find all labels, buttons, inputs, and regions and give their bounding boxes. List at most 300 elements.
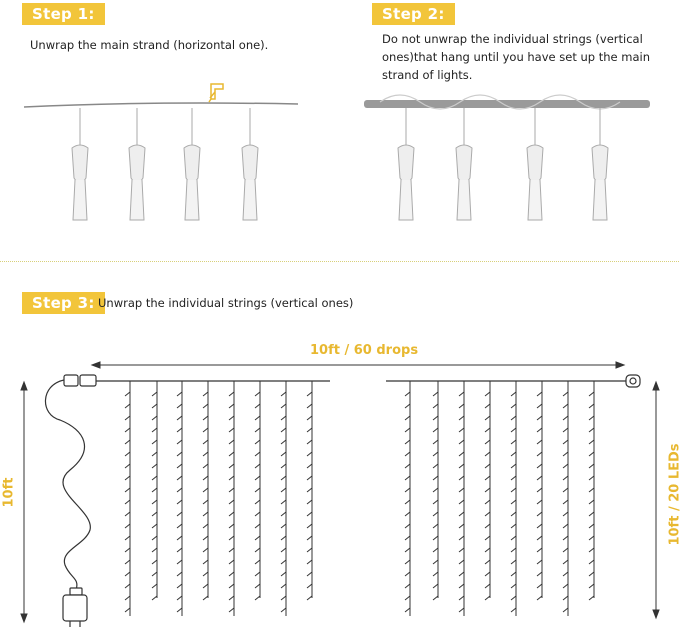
led-bulb: [281, 452, 286, 456]
led-bulb: [405, 584, 410, 588]
plug-adapter-icon: [63, 588, 87, 627]
led-bulb: [563, 428, 568, 432]
led-bulb: [433, 524, 438, 528]
led-bulb: [405, 548, 410, 552]
led-bulb: [511, 500, 516, 504]
led-bulb: [229, 572, 234, 576]
led-bulb: [177, 596, 182, 600]
led-bulb: [307, 452, 312, 456]
led-bulb: [589, 536, 594, 540]
led-bulb: [511, 476, 516, 480]
led-bulb: [563, 392, 568, 396]
led-drops: [125, 381, 594, 616]
led-bulb: [177, 440, 182, 444]
led-bulb: [255, 500, 260, 504]
led-bulb: [459, 512, 464, 516]
led-bulb: [459, 608, 464, 612]
led-bulb: [255, 416, 260, 420]
led-bulb: [203, 584, 208, 588]
led-bulb: [307, 524, 312, 528]
led-bulb: [511, 596, 516, 600]
led-bulb: [485, 476, 490, 480]
led-bulb: [229, 500, 234, 504]
led-bulb: [203, 536, 208, 540]
led-bulb: [511, 548, 516, 552]
step2-main-bar: [364, 95, 650, 109]
led-bulb: [125, 584, 130, 588]
led-bulb: [281, 512, 286, 516]
led-bulb: [125, 428, 130, 432]
led-bulb: [281, 428, 286, 432]
led-bulb: [255, 464, 260, 468]
led-bulb: [281, 560, 286, 564]
led-bulb: [229, 452, 234, 456]
led-bulb: [307, 428, 312, 432]
led-bulb: [511, 572, 516, 576]
led-bulb: [589, 392, 594, 396]
led-bulb: [177, 392, 182, 396]
led-bulb: [485, 500, 490, 504]
led-bulb: [255, 524, 260, 528]
led-bulb: [537, 584, 542, 588]
led-bulb: [125, 488, 130, 492]
led-bulb: [152, 464, 157, 468]
led-bulb: [537, 548, 542, 552]
led-bulb: [307, 404, 312, 408]
led-bulb: [125, 572, 130, 576]
led-bulb: [152, 584, 157, 588]
led-bulb: [125, 536, 130, 540]
led-bulb: [405, 416, 410, 420]
led-bulb: [459, 392, 464, 396]
led-bulb: [563, 488, 568, 492]
led-bulb: [537, 572, 542, 576]
led-bulb: [433, 428, 438, 432]
led-bulb: [281, 584, 286, 588]
led-bulb: [255, 572, 260, 576]
led-bulb: [537, 428, 542, 432]
step2-bundles: [398, 108, 608, 220]
led-bulb: [511, 452, 516, 456]
width-label: 10ft / 60 drops: [310, 343, 419, 358]
led-bulb: [563, 572, 568, 576]
height-left-label: 10ft: [1, 477, 17, 508]
led-bulb: [177, 560, 182, 564]
led-bulb: [125, 464, 130, 468]
led-bulb: [255, 404, 260, 408]
led-bulb: [203, 524, 208, 528]
led-bulb: [405, 572, 410, 576]
led-bulb: [255, 476, 260, 480]
led-bulb: [177, 512, 182, 516]
led-bulb: [125, 548, 130, 552]
led-bulb: [152, 512, 157, 516]
led-bulb: [563, 512, 568, 516]
led-bulb: [281, 476, 286, 480]
led-bulb: [281, 440, 286, 444]
led-bulb: [589, 488, 594, 492]
led-bulb: [281, 608, 286, 612]
led-bulb: [152, 416, 157, 420]
led-bulb: [307, 572, 312, 576]
led-bulb: [203, 560, 208, 564]
led-bulb: [511, 536, 516, 540]
led-bulb: [203, 512, 208, 516]
led-bulb: [229, 464, 234, 468]
led-bulb: [203, 476, 208, 480]
led-bulb: [511, 428, 516, 432]
led-bulb: [177, 608, 182, 612]
led-bulb: [563, 548, 568, 552]
led-bulb: [307, 536, 312, 540]
led-bulb: [537, 452, 542, 456]
led-bulb: [203, 548, 208, 552]
led-bulb: [255, 548, 260, 552]
led-bulb: [459, 536, 464, 540]
led-bulb: [563, 404, 568, 408]
led-bulb: [537, 392, 542, 396]
led-bulb: [307, 464, 312, 468]
right-height-arrow: [653, 382, 659, 618]
step1-main-strand: [24, 103, 298, 107]
led-bulb: [307, 512, 312, 516]
led-bulb: [229, 524, 234, 528]
led-bulb: [433, 560, 438, 564]
led-bulb: [177, 428, 182, 432]
led-bulb: [589, 440, 594, 444]
led-bulb: [589, 584, 594, 588]
led-bulb: [537, 440, 542, 444]
led-bulb: [229, 512, 234, 516]
led-bulb: [511, 512, 516, 516]
led-bulb: [563, 452, 568, 456]
led-bulb: [459, 428, 464, 432]
led-bulb: [589, 560, 594, 564]
led-bulb: [563, 536, 568, 540]
end-cap-icon: [626, 375, 640, 387]
led-bulb: [177, 476, 182, 480]
led-bulb: [511, 584, 516, 588]
led-bulb: [537, 560, 542, 564]
led-bulb: [125, 392, 130, 396]
led-bulb: [281, 404, 286, 408]
led-bulb: [152, 488, 157, 492]
led-bulb: [537, 536, 542, 540]
led-bulb: [203, 500, 208, 504]
led-bulb: [589, 452, 594, 456]
led-bulb: [255, 560, 260, 564]
led-bulb: [485, 392, 490, 396]
led-bulb: [537, 416, 542, 420]
led-bulb: [459, 416, 464, 420]
led-bulb: [589, 428, 594, 432]
led-bulb: [433, 452, 438, 456]
led-bulb: [511, 404, 516, 408]
led-bulb: [203, 452, 208, 456]
led-bulb: [152, 428, 157, 432]
led-bulb: [563, 560, 568, 564]
led-bulb: [563, 608, 568, 612]
led-bulb: [405, 524, 410, 528]
lead-wire: [45, 380, 90, 590]
led-bulb: [511, 392, 516, 396]
led-bulb: [229, 476, 234, 480]
led-bulb: [459, 464, 464, 468]
led-bulb: [125, 476, 130, 480]
led-bulb: [563, 524, 568, 528]
led-bulb: [485, 404, 490, 408]
led-bulb: [459, 452, 464, 456]
led-bulb: [563, 500, 568, 504]
led-bulb: [459, 404, 464, 408]
led-bulb: [177, 464, 182, 468]
led-bulb: [405, 596, 410, 600]
led-bulb: [537, 488, 542, 492]
led-bulb: [281, 500, 286, 504]
led-bulb: [203, 488, 208, 492]
led-bulb: [229, 392, 234, 396]
led-bulb: [459, 572, 464, 576]
led-bulb: [485, 584, 490, 588]
led-bulb: [433, 392, 438, 396]
led-bulb: [229, 536, 234, 540]
led-bulb: [152, 596, 157, 600]
led-bulb: [485, 452, 490, 456]
pointing-hand-icon: [209, 84, 223, 102]
led-bulb: [405, 560, 410, 564]
led-bulb: [537, 524, 542, 528]
led-bulb: [177, 548, 182, 552]
led-bulb: [563, 464, 568, 468]
led-bulb: [405, 536, 410, 540]
led-bulb: [152, 440, 157, 444]
led-bulb: [563, 440, 568, 444]
led-bulb: [152, 572, 157, 576]
led-bulb: [485, 572, 490, 576]
led-bulb: [177, 488, 182, 492]
led-bulb: [255, 512, 260, 516]
led-bulb: [203, 416, 208, 420]
step3-badge: Step 3:: [22, 292, 105, 314]
led-bulb: [203, 428, 208, 432]
led-bulb: [433, 488, 438, 492]
led-bulb: [405, 428, 410, 432]
led-bulb: [281, 392, 286, 396]
led-bulb: [152, 524, 157, 528]
led-bulb: [152, 560, 157, 564]
led-bulb: [229, 584, 234, 588]
step3-text: Unwrap the individual strings (vertical ones): [98, 296, 354, 310]
led-bulb: [229, 488, 234, 492]
led-bulb: [405, 512, 410, 516]
led-bulb: [511, 416, 516, 420]
led-bulb: [229, 428, 234, 432]
led-bulb: [459, 488, 464, 492]
led-bulb: [589, 464, 594, 468]
led-bulb: [177, 404, 182, 408]
led-bulb: [229, 560, 234, 564]
led-bulb: [177, 536, 182, 540]
led-bulb: [405, 488, 410, 492]
led-bulb: [433, 512, 438, 516]
led-bulb: [152, 404, 157, 408]
led-bulb: [229, 404, 234, 408]
led-bulb: [433, 440, 438, 444]
led-bulb: [433, 584, 438, 588]
led-bulb: [537, 596, 542, 600]
step1-bundles: [72, 108, 258, 220]
led-bulb: [255, 452, 260, 456]
led-bulb: [255, 584, 260, 588]
led-bulb: [307, 500, 312, 504]
led-bulb: [459, 596, 464, 600]
led-bulb: [485, 440, 490, 444]
led-bulb: [537, 404, 542, 408]
led-bulb: [281, 536, 286, 540]
led-bulb: [433, 572, 438, 576]
led-bulb: [433, 500, 438, 504]
step2-text: Do not unwrap the individual strings (vertical ones)that hang until you have set up the main strand of lights.: [382, 32, 650, 82]
led-bulb: [255, 596, 260, 600]
led-bulb: [229, 548, 234, 552]
led-bulb: [459, 440, 464, 444]
led-bulb: [405, 476, 410, 480]
led-bulb: [459, 560, 464, 564]
led-bulb: [125, 404, 130, 408]
led-bulb: [485, 596, 490, 600]
led-bulb: [307, 440, 312, 444]
led-bulb: [229, 596, 234, 600]
led-bulb: [459, 524, 464, 528]
led-bulb: [203, 404, 208, 408]
led-bulb: [125, 524, 130, 528]
led-bulb: [255, 428, 260, 432]
led-bulb: [125, 608, 130, 612]
led-bulb: [589, 572, 594, 576]
led-bulb: [589, 500, 594, 504]
led-bulb: [589, 548, 594, 552]
led-bulb: [152, 476, 157, 480]
led-bulb: [433, 596, 438, 600]
led-bulb: [307, 560, 312, 564]
led-bulb: [459, 476, 464, 480]
led-bulb: [307, 392, 312, 396]
led-bulb: [511, 524, 516, 528]
led-bulb: [537, 464, 542, 468]
led-bulb: [511, 560, 516, 564]
led-bulb: [405, 464, 410, 468]
led-bulb: [229, 608, 234, 612]
connector-icon: [64, 375, 96, 386]
led-bulb: [125, 500, 130, 504]
led-bulb: [203, 392, 208, 396]
led-bulb: [405, 452, 410, 456]
led-bulb: [177, 416, 182, 420]
led-bulb: [255, 440, 260, 444]
led-bulb: [203, 464, 208, 468]
step1-badge: Step 1:: [22, 3, 105, 25]
led-bulb: [433, 536, 438, 540]
led-bulb: [203, 440, 208, 444]
led-bulb: [177, 524, 182, 528]
led-bulb: [307, 416, 312, 420]
led-bulb: [125, 560, 130, 564]
height-right-label: 10ft / 20 LEDs: [667, 443, 683, 546]
led-bulb: [563, 476, 568, 480]
led-bulb: [485, 548, 490, 552]
led-bulb: [537, 476, 542, 480]
led-bulb: [433, 416, 438, 420]
led-bulb: [433, 548, 438, 552]
led-bulb: [281, 548, 286, 552]
led-bulb: [485, 524, 490, 528]
led-bulb: [537, 512, 542, 516]
led-bulb: [125, 512, 130, 516]
led-bulb: [589, 596, 594, 600]
led-bulb: [511, 488, 516, 492]
led-bulb: [203, 596, 208, 600]
led-bulb: [485, 488, 490, 492]
led-bulb: [485, 536, 490, 540]
led-bulb: [485, 416, 490, 420]
led-bulb: [511, 608, 516, 612]
led-bulb: [281, 488, 286, 492]
led-bulb: [177, 452, 182, 456]
led-bulb: [459, 584, 464, 588]
led-bulb: [589, 404, 594, 408]
led-bulb: [537, 500, 542, 504]
led-bulb: [433, 404, 438, 408]
led-bulb: [125, 452, 130, 456]
led-bulb: [281, 416, 286, 420]
led-bulb: [405, 608, 410, 612]
led-bulb: [405, 500, 410, 504]
led-bulb: [485, 428, 490, 432]
led-bulb: [281, 572, 286, 576]
step2-badge: Step 2:: [372, 3, 455, 25]
led-bulb: [307, 584, 312, 588]
led-bulb: [307, 488, 312, 492]
led-bulb: [152, 536, 157, 540]
width-arrow: [92, 362, 624, 368]
led-bulb: [589, 512, 594, 516]
led-bulb: [125, 596, 130, 600]
led-bulb: [177, 584, 182, 588]
led-bulb: [511, 440, 516, 444]
led-bulb: [152, 500, 157, 504]
led-bulb: [589, 416, 594, 420]
led-bulb: [307, 476, 312, 480]
led-bulb: [229, 416, 234, 420]
led-bulb: [177, 572, 182, 576]
led-bulb: [255, 488, 260, 492]
led-bulb: [255, 392, 260, 396]
led-bulb: [589, 524, 594, 528]
led-bulb: [563, 416, 568, 420]
led-bulb: [459, 548, 464, 552]
led-bulb: [281, 596, 286, 600]
led-bulb: [307, 596, 312, 600]
led-bulb: [152, 548, 157, 552]
led-bulb: [563, 584, 568, 588]
led-bulb: [281, 464, 286, 468]
led-bulb: [307, 548, 312, 552]
step1-text: Unwrap the main strand (horizontal one).: [30, 38, 269, 52]
led-bulb: [152, 392, 157, 396]
led-bulb: [433, 476, 438, 480]
led-bulb: [125, 440, 130, 444]
left-height-arrow: [21, 382, 27, 622]
